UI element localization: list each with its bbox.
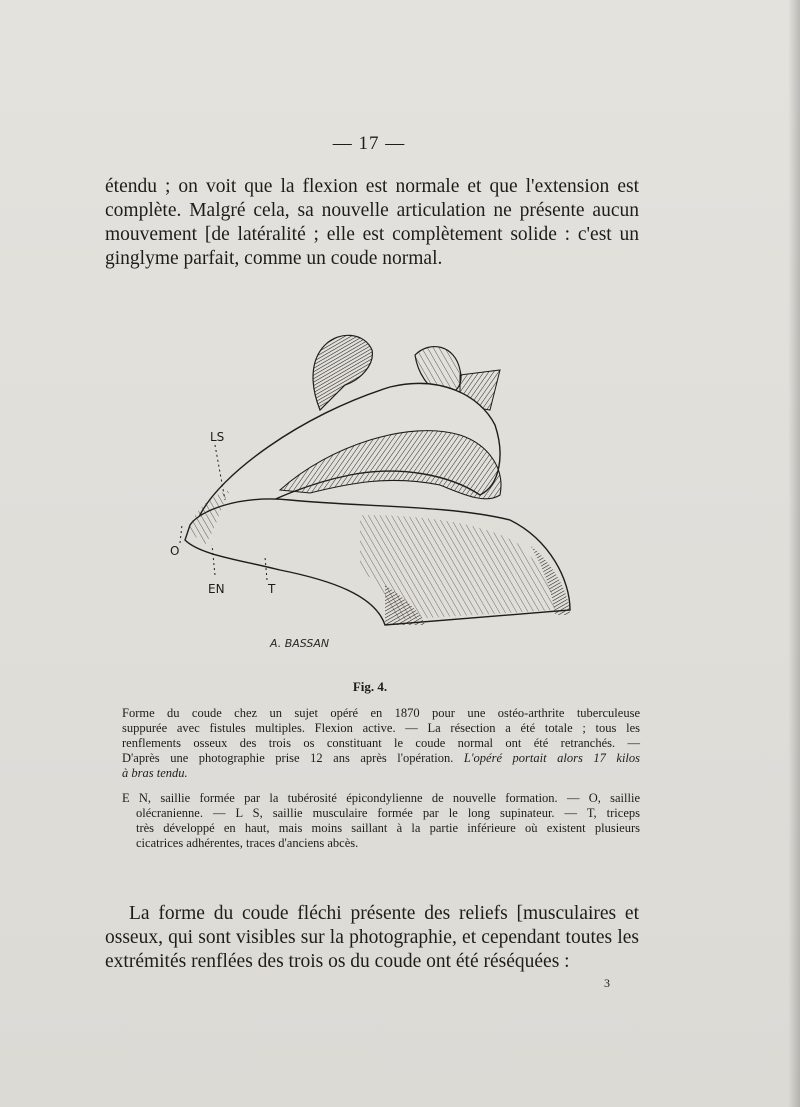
legend-line: très développé en haut, mais moins saillant à la partie inférieure où existent plusieurs <box>136 821 640 835</box>
paragraph-bottom <box>105 902 639 974</box>
paragraph-top <box>105 175 639 271</box>
caption-line: Forme du coude chez un sujet opéré en 1870 pour une ostéo-arthrite tuberculeuse <box>122 706 640 720</box>
legend-line: olécranienne. — L S, saillie musculaire formée par le long supinateur. — T, triceps <box>136 806 640 820</box>
text-line: ginglyme parfait, comme un coude normal. <box>105 248 443 269</box>
figure-title: Fig. 4. <box>352 679 388 694</box>
caption-line: suppurée avec fistules multiples. Flexion active. — La résection a été totale ; tous les <box>122 721 640 735</box>
figure-legend <box>122 791 640 851</box>
caption-line: renflements osseux des trois os constituant le coude normal ont été retranchés. — <box>122 736 640 750</box>
text-line: étendu ; on voit que la flexion est normale et que l'extension est <box>105 176 639 197</box>
caption-line: à bras tendu. <box>122 766 188 780</box>
text-line: mouvement [de latéralité ; elle est complètement solide : c'est un <box>105 224 639 245</box>
label-en: EN <box>208 582 225 596</box>
legend-line: E N, saillie formée par la tubérosité épicondylienne de nouvelle formation. — O, saillie <box>122 791 640 805</box>
running-folio: — 17 — <box>332 133 406 154</box>
figure-caption <box>122 706 640 781</box>
label-t: T <box>268 582 276 596</box>
caption-line: D'après une photographie prise 12 ans après l'opération. L'opéré portait alors 17 kilos <box>122 751 641 765</box>
text-line: osseux, qui sont visibles sur la photographie, et cependant toutes les <box>105 927 639 948</box>
label-ls: LS <box>210 430 225 444</box>
label-o: O <box>170 544 180 558</box>
text-line: complète. Malgré cela, sa nouvelle articulation ne présente aucun <box>105 200 639 221</box>
text-line: extrémités renflées des trois os du coude ont été réséquées : <box>105 951 570 972</box>
legend-line: cicatrices adhérentes, traces d'anciens abcès. <box>136 836 359 850</box>
elbow-engraving-figure <box>160 325 590 655</box>
signature-mark: 3 <box>604 976 610 990</box>
page-spine-shadow <box>788 0 800 1107</box>
text-line: La forme du coude fléchi présente des reliefs [musculaires et <box>129 903 639 924</box>
caption-italic: L'opéré portait alors 17 kilos <box>463 751 641 765</box>
engraver-signature: A. BASSAN <box>270 637 330 650</box>
